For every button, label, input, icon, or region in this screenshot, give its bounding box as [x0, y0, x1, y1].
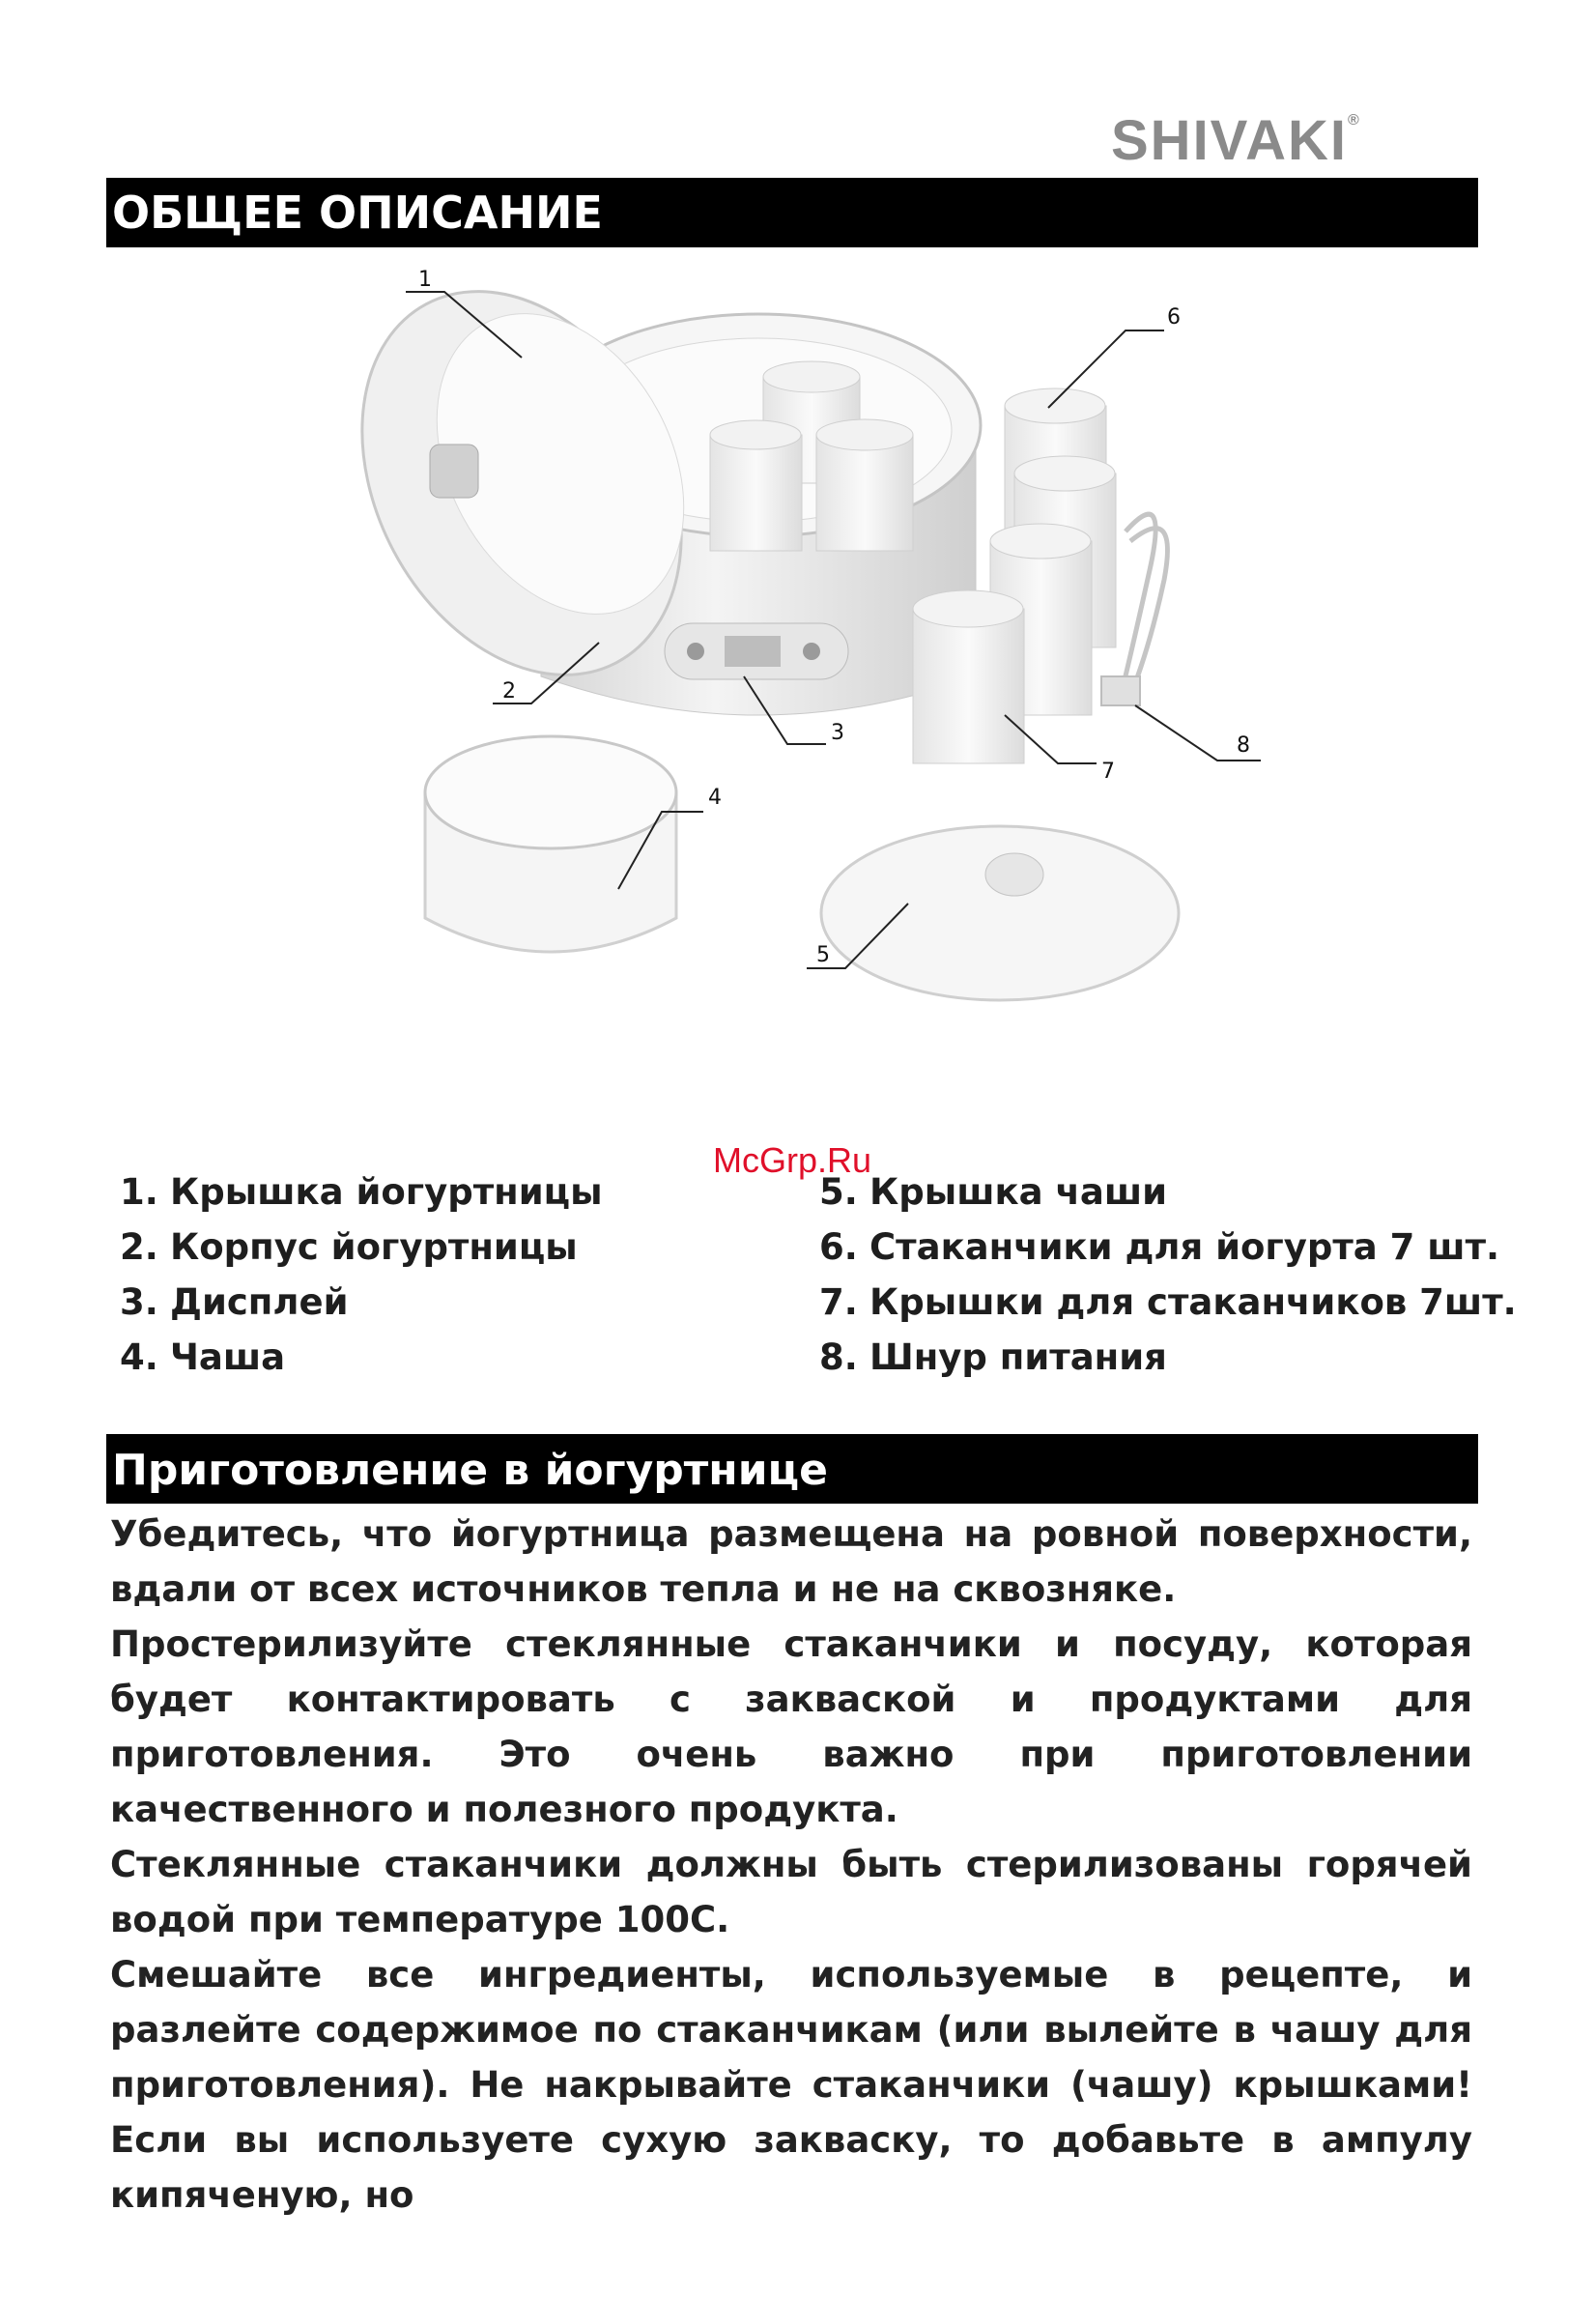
paragraph: Стеклянные стаканчики должны быть стерилизованы горячей водой при температуре 100С.	[110, 1844, 1472, 1940]
callout-5: 5	[816, 943, 830, 967]
section-title-preparation: Приготовление в йогуртнице	[106, 1434, 1478, 1504]
product-illustration	[106, 251, 1478, 1053]
paragraph: Убедитесь, что йогуртница размещена на ровной поверхности, вдали от всех источников тепла и не на сквозняке.	[110, 1513, 1472, 1610]
section-title-general: ОБЩЕЕ ОПИСАНИЕ	[106, 178, 1478, 247]
list-item: 1. Крышка йогуртницы	[120, 1171, 603, 1213]
list-item: 7. Крышки для стаканчиков 7шт.	[819, 1281, 1517, 1323]
bowl-lid	[821, 826, 1179, 1000]
preparation-text	[110, 1507, 1472, 2223]
paragraph: Простерилизуйте стеклянные стаканчики и посуду, которая будет контактировать с закваской и продуктами для приготовления. Это очень важно при приготовлении качественного и полезного продукта.	[110, 1623, 1472, 1830]
list-item: 6. Стаканчики для йогурта 7 шт.	[819, 1226, 1500, 1268]
brand-logo: SHIVAKI®	[1111, 109, 1361, 172]
paragraph: Смешайте все ингредиенты, используемые в рецепте, и разлейте содержимое по стаканчикам (или вылейте в чашу для приготовления). Не накрывайте стаканчики (чашу) крышками! Если вы используете сухую закваску, то добавьте в ампулу кипяченую, но	[110, 1954, 1472, 2216]
callout-2: 2	[502, 679, 516, 703]
list-item: 3. Дисплей	[120, 1281, 349, 1323]
watermark: McGrp.Ru	[713, 1140, 872, 1180]
callout-3: 3	[831, 721, 844, 745]
callout-6: 6	[1167, 305, 1181, 330]
list-item: 2. Корпус йогуртницы	[120, 1226, 578, 1268]
list-item: 8. Шнур питания	[819, 1336, 1167, 1378]
callout-7: 7	[1101, 760, 1115, 784]
bowl	[425, 736, 676, 952]
parts-list-right	[819, 1164, 1517, 1385]
list-item: 5. Крышка чаши	[819, 1171, 1168, 1213]
callout-4: 4	[708, 786, 722, 810]
callout-1: 1	[418, 268, 432, 292]
callout-8: 8	[1237, 733, 1250, 758]
list-item: 4. Чаша	[120, 1336, 286, 1378]
parts-list-left	[120, 1164, 603, 1385]
